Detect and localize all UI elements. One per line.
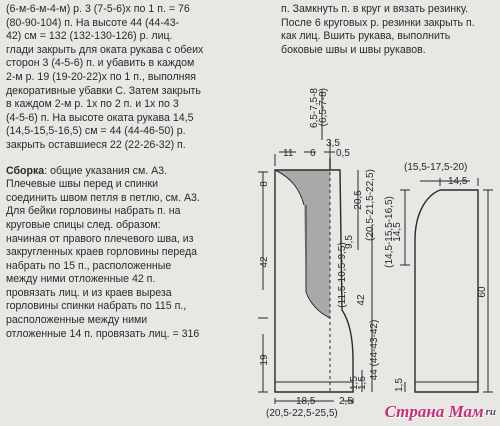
dim-armhole-b-alt: (11,5-10,5-9,5) bbox=[337, 242, 348, 308]
dim-armhole-a-alt: (20,5-21,5-22,5) bbox=[365, 169, 376, 241]
watermark-text: Страна Мам bbox=[384, 402, 484, 421]
dim-sleeve-cuff: 1,5 bbox=[394, 378, 405, 392]
text-line: круговые спицы след. образом: bbox=[6, 218, 161, 231]
text-line: соединить швом петля в петлю, см. А3. bbox=[6, 191, 200, 204]
text-line: : общие указания см. А3. bbox=[44, 164, 168, 177]
dim-height-total: 42 bbox=[259, 256, 270, 268]
text-line: в каждом 2-м р. 1х по 2 п. и 1х по 3 bbox=[6, 98, 179, 111]
text-line: между ними отложенные 42 п. bbox=[6, 273, 156, 286]
watermark-domain: ru bbox=[485, 406, 496, 418]
text-line: закругленных краев горловины переда bbox=[6, 246, 198, 259]
dim-shoulder-mid: 6 bbox=[310, 148, 316, 159]
dim-shoulder-right: 0,5 bbox=[336, 148, 350, 159]
text-line: расположенные между ними bbox=[6, 314, 148, 327]
text-line: боковые швы и швы рукавов. bbox=[281, 43, 426, 56]
sleeve-outline bbox=[415, 190, 478, 392]
front-neckline-shading bbox=[275, 170, 330, 392]
dim-armhole-a: 20,5 bbox=[353, 190, 364, 210]
text-line: сторон 3 (4-5-6) п. и убавить в каждом bbox=[6, 57, 195, 70]
sleeve-pattern-piece bbox=[400, 178, 493, 392]
dim-neck-top: (6,5-7-8) bbox=[318, 88, 329, 127]
dim-shoulder-left: 11 bbox=[283, 148, 294, 159]
dim-sleeve-cap-height: 14,5 bbox=[392, 222, 403, 242]
text-line: глади закрыть для оката рукава с обеих bbox=[6, 43, 204, 56]
text-line: 42) см = 132 (132-130-126) р. лиц. bbox=[6, 30, 173, 43]
text-line: п. Замкнуть п. в круг и вязать резинку. bbox=[281, 3, 469, 15]
text-line: После 6 круговых р. резинки закрыть п. bbox=[281, 16, 475, 29]
dim-bottom-a: 1,5 bbox=[357, 376, 368, 390]
dim-height-bottom: 19 bbox=[259, 354, 270, 366]
dim-sleeve-top-main: 14,5 bbox=[448, 176, 468, 187]
text-line: закрыть оставшиеся 22 (22-26-32) п. bbox=[6, 138, 186, 151]
dim-neck-mid: 6,5-7,5-8 bbox=[309, 88, 320, 129]
text-line: начиная от правого плечевого шва, из bbox=[6, 232, 194, 245]
text-line: (6-м-6-м-4-м) р. 3 (7-5-6)х по 1 п. = 76 bbox=[6, 3, 190, 15]
text-line: Плечевые швы перед и спинки bbox=[6, 178, 159, 191]
text-line: Для бейки горловины набрать п. на bbox=[6, 205, 181, 218]
dim-armhole-b: 9,5 bbox=[344, 235, 355, 249]
text-line: декоративные убавки С. Затем закрыть bbox=[6, 84, 201, 97]
text-line: провязать лиц. и из краев выреза bbox=[6, 286, 172, 299]
dim-bottom-b: 1,5 bbox=[349, 376, 360, 390]
dim-sleeve-length: 60 bbox=[477, 286, 488, 298]
text-line: (4-5-6) п. На высоте оката рукава 14,5 bbox=[6, 111, 194, 124]
assembly-heading: Сборка bbox=[6, 164, 45, 177]
dim-sleeve-cap-height-alt: (14,5-15,5-16,5) bbox=[384, 196, 395, 268]
text-line: (80-90-104) п. На высоте 44 (44-43- bbox=[6, 16, 180, 29]
dim-width-alt: (20,5-22,5-25,5) bbox=[266, 408, 338, 419]
text-line: горловины спинки набрать по 115 п., bbox=[6, 300, 187, 313]
text-line: (14,5-15,5-16,5) см = 44 (44-46-50) р. bbox=[6, 125, 186, 138]
text-line: 2-м р. 19 (19-20-22)х по 1 п., выполняя bbox=[6, 70, 196, 83]
text-line: как лиц. Вшить рукава, выполнить bbox=[281, 30, 451, 43]
site-watermark-logo bbox=[385, 402, 496, 422]
dim-side-b: 44 (44-43-42) bbox=[369, 319, 380, 381]
dim-side-a: 42 bbox=[356, 294, 367, 306]
dim-width-main: 18,5 bbox=[296, 396, 316, 407]
text-line: отложенные 14 п. провязать лиц. = 316 bbox=[6, 327, 200, 340]
dim-width-right: 2,5 bbox=[339, 396, 353, 407]
dim-height-top: 8 bbox=[259, 181, 270, 187]
text-line: набрать по 15 п., расположенные bbox=[6, 259, 172, 272]
dim-neck-low: 3,5 bbox=[326, 138, 340, 149]
dim-sleeve-top-alt: (15,5-17,5-20) bbox=[404, 162, 468, 173]
